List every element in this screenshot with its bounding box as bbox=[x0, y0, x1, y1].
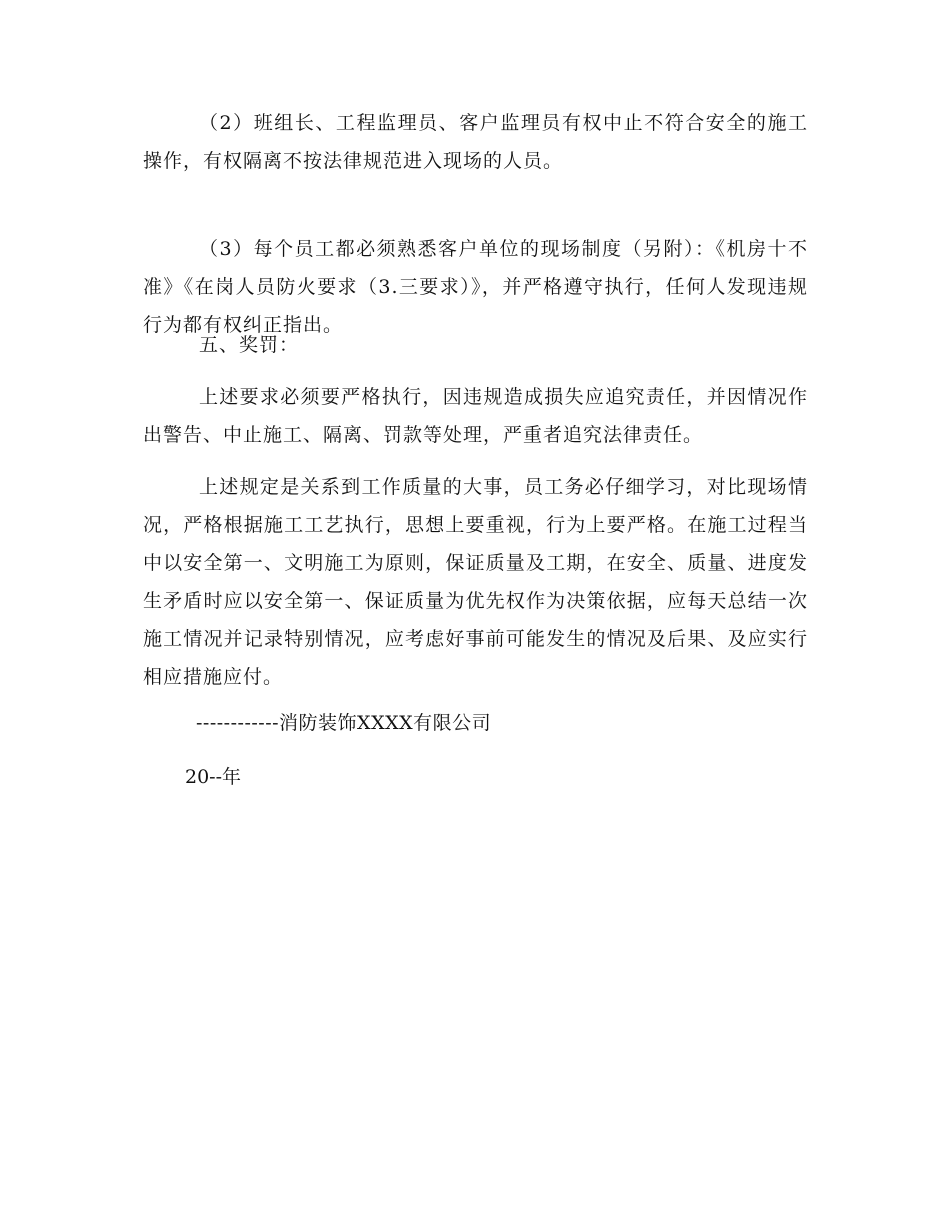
document-date: 20--年 bbox=[185, 766, 242, 788]
paragraph-enforcement: 上述要求必须要严格执行，因违规造成损失应追究责任，并因情况作出警告、中止施工、隔离、罚款等处理，严重者追究法律责任。 bbox=[143, 386, 808, 446]
paragraph-clause-2: （2）班组长、工程监理员、客户监理员有权中止不符合安全的施工操作，有权隔离不按法律规范进入现场的人员。 bbox=[143, 112, 808, 172]
paragraph-clause-3: （3）每个员工都必须熟悉客户单位的现场制度（另附）：《机房十不准》《在岗人员防火要求（3.三要求）》，并严格遵守执行，任何人发现违规行为都有权纠正指出。 bbox=[143, 238, 808, 336]
section-heading-rewards-penalties: 五、奖罚： bbox=[199, 334, 300, 356]
paragraph-regulations-summary: 上述规定是关系到工作质量的大事，员工务必仔细学习，对比现场情况，严格根据施工工艺执行，思想上要重视，行为上要严格。在施工过程当中以安全第一、文明施工为原则，保证质量及工期，在安全、质量、进度发生矛盾时应以安全第一、保证质量为优先权作为决策依据，应每天总结一次施工情况并记录特别情况，应考虑好事前可能发生的情况及后果、及应实行相应措施应付。 bbox=[143, 476, 808, 688]
company-signature: ------------消防装饰XXXX有限公司 bbox=[196, 712, 492, 734]
